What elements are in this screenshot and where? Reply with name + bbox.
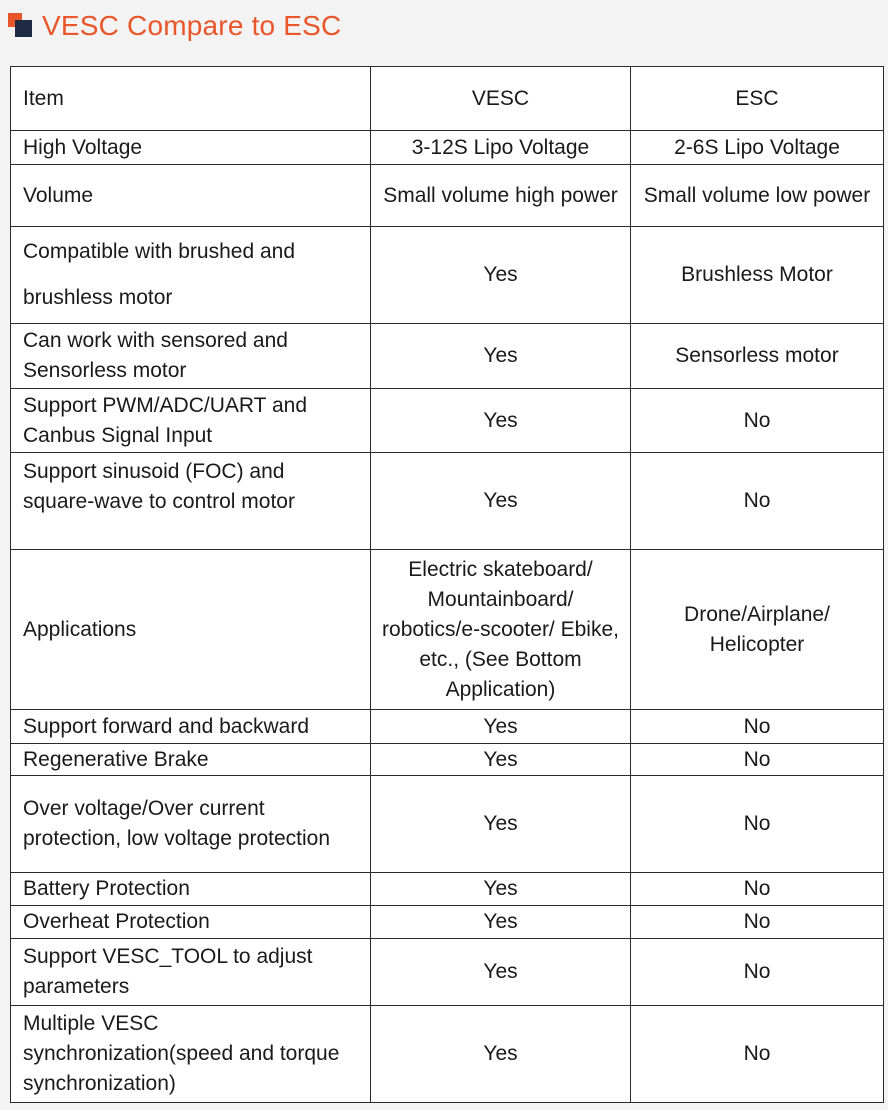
- row-vesc-cell: Yes: [371, 389, 631, 453]
- row-vesc-cell: 3-12S Lipo Voltage: [371, 131, 631, 165]
- row-item-cell: Volume: [11, 165, 371, 227]
- column-header-vesc: VESC: [371, 67, 631, 131]
- row-item-cell: Support forward and backward: [11, 710, 371, 744]
- row-vesc-cell: Yes: [371, 939, 631, 1006]
- row-vesc-cell: Yes: [371, 227, 631, 324]
- row-esc-cell: No: [631, 873, 884, 906]
- column-header-item: Item: [11, 67, 371, 131]
- table-row: [11, 453, 884, 550]
- row-item-text: Compatible with brushed and brushless motor: [23, 240, 295, 309]
- table-row: [11, 227, 884, 324]
- row-item-cell: Over voltage/Over current protection, low voltage protection: [11, 776, 371, 873]
- table-row: [11, 1006, 884, 1103]
- row-esc-cell: No: [631, 939, 884, 1006]
- row-vesc-cell: Yes: [371, 453, 631, 550]
- row-item-cell: Regenerative Brake: [11, 744, 371, 776]
- table-row: [11, 939, 884, 1006]
- table-row: [11, 710, 884, 744]
- row-item-cell: Applications: [11, 550, 371, 710]
- row-vesc-cell: Small volume high power: [371, 165, 631, 227]
- row-esc-cell: No: [631, 744, 884, 776]
- row-esc-cell: No: [631, 389, 884, 453]
- row-esc-cell: No: [631, 710, 884, 744]
- comparison-table-container: [10, 66, 883, 1103]
- row-vesc-cell: Electric skateboard/ Mountainboard/ robotics/e-scooter/ Ebike, etc., (See Bottom Application): [371, 550, 631, 710]
- column-header-esc: ESC: [631, 67, 884, 131]
- row-item-cell: High Voltage: [11, 131, 371, 165]
- row-esc-cell: No: [631, 776, 884, 873]
- table-header-row: [11, 67, 884, 131]
- row-item-cell: Multiple VESC synchronization(speed and torque synchronization): [11, 1006, 371, 1103]
- row-esc-cell: No: [631, 453, 884, 550]
- row-vesc-cell: Yes: [371, 906, 631, 939]
- row-vesc-cell: Yes: [371, 776, 631, 873]
- row-esc-cell: Sensorless motor: [631, 324, 884, 389]
- row-item-cell: Support VESC_TOOL to adjust parameters: [11, 939, 371, 1006]
- page-header: [8, 6, 341, 46]
- row-vesc-cell: Yes: [371, 710, 631, 744]
- row-esc-cell: Small volume low power: [631, 165, 884, 227]
- row-vesc-cell: Yes: [371, 324, 631, 389]
- comparison-table: [10, 66, 884, 1103]
- table-row: [11, 389, 884, 453]
- table-row: [11, 776, 884, 873]
- row-vesc-cell: Yes: [371, 873, 631, 906]
- row-item-cell: Battery Protection: [11, 873, 371, 906]
- row-vesc-cell: Yes: [371, 744, 631, 776]
- table-row: [11, 550, 884, 710]
- table-row: [11, 873, 884, 906]
- row-esc-cell: Drone/Airplane/ Helicopter: [631, 550, 884, 710]
- row-item-cell: Support sinusoid (FOC) and square-wave to control motor: [11, 453, 371, 550]
- row-vesc-cell: Yes: [371, 1006, 631, 1103]
- logo-navy-square: [15, 20, 32, 37]
- table-row: [11, 744, 884, 776]
- table-row: [11, 131, 884, 165]
- row-esc-cell: 2-6S Lipo Voltage: [631, 131, 884, 165]
- row-esc-cell: Brushless Motor: [631, 227, 884, 324]
- row-esc-cell: No: [631, 1006, 884, 1103]
- row-item-cell: Can work with sensored and Sensorless motor: [11, 324, 371, 389]
- row-item-cell: [11, 227, 371, 324]
- row-item-cell: Support PWM/ADC/UART and Canbus Signal Input: [11, 389, 371, 453]
- row-item-cell: Overheat Protection: [11, 906, 371, 939]
- page-title: VESC Compare to ESC: [42, 10, 342, 41]
- table-row: [11, 324, 884, 389]
- row-esc-cell: No: [631, 906, 884, 939]
- orange-navy-squares-icon: [8, 13, 34, 39]
- table-row: [11, 906, 884, 939]
- table-row: [11, 165, 884, 227]
